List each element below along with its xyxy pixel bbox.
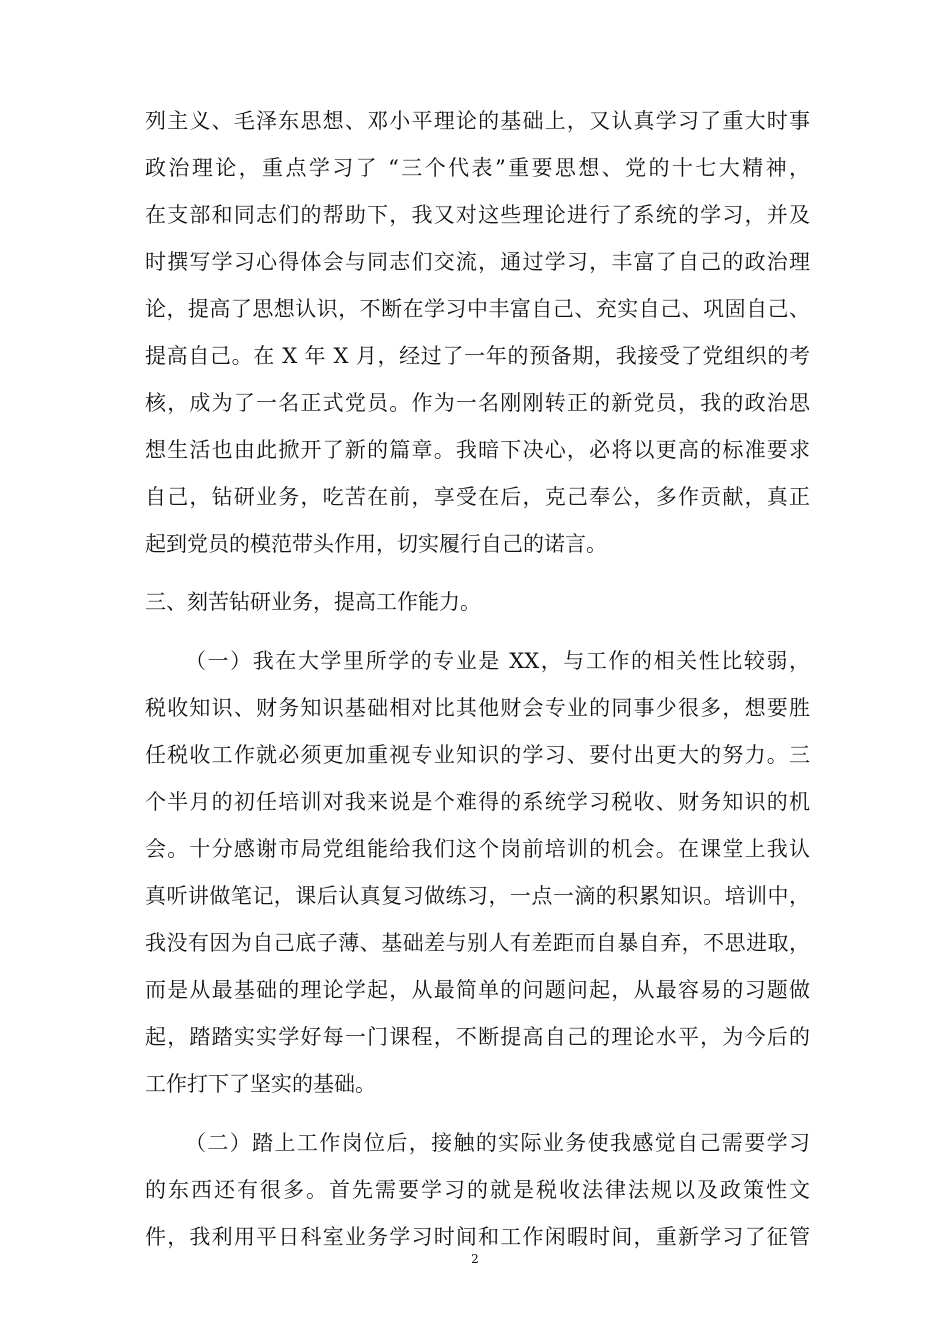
paragraph-line: 税收知识、财务知识基础相对比其他财会专业的同事少很多，想要胜	[145, 696, 810, 720]
paragraph-line: 工作打下了坚实的基础。	[145, 1072, 376, 1096]
paragraph-line: 任税收工作就必须更加重视专业知识的学习、要付出更大的努力。三	[145, 743, 810, 767]
paragraph-line: 而是从最基础的理论学起，从最简单的问题问起，从最容易的习题做	[145, 978, 810, 1002]
section-heading: 三、刻苦钻研业务，提高工作能力。	[145, 590, 481, 614]
paragraph-line: 时撰写学习心得体会与同志们交流，通过学习，丰富了自己的政治理	[145, 250, 810, 274]
paragraph-line: （二）踏上工作岗位后，接触的实际业务使我感觉自己需要学习	[185, 1131, 810, 1155]
page-number: 2	[471, 1252, 479, 1266]
paragraph-line: 会。十分感谢市局党组能给我们这个岗前培训的机会。在课堂上我认	[145, 837, 810, 861]
paragraph-line: 起到党员的模范带头作用，切实履行自己的诺言。	[145, 532, 607, 556]
paragraph-line: 想生活也由此掀开了新的篇章。我暗下决心，必将以更高的标准要求	[145, 438, 810, 462]
paragraph-line: 列主义、毛泽东思想、邓小平理论的基础上，又认真学习了重大时事	[145, 109, 810, 133]
paragraph-line: 自己，钻研业务，吃苦在前，享受在后，克己奉公，多作贡献，真正	[145, 485, 810, 509]
paragraph-line: 论，提高了思想认识，不断在学习中丰富自己、充实自己、巩固自己、	[145, 297, 810, 321]
paragraph-line: 起，踏踏实实学好每一门课程，不断提高自己的理论水平，为今后的	[145, 1025, 810, 1049]
paragraph-line: （一）我在大学里所学的专业是 XX，与工作的相关性比较弱，	[185, 649, 810, 673]
paragraph-line: 核，成为了一名正式党员。作为一名刚刚转正的新党员，我的政治思	[145, 391, 810, 415]
paragraph-line: 在支部和同志们的帮助下，我又对这些理论进行了系统的学习，并及	[145, 203, 810, 227]
paragraph-line: 个半月的初任培训对我来说是个难得的系统学习税收、财务知识的机	[145, 790, 810, 814]
paragraph-line: 我没有因为自己底子薄、基础差与别人有差距而自暴自弃，不思进取，	[145, 931, 810, 955]
paragraph-line: 真听讲做笔记，课后认真复习做练习，一点一滴的积累知识。培训中，	[145, 884, 810, 908]
paragraph-line: 的东西还有很多。首先需要学习的就是税收法律法规以及政策性文	[145, 1178, 810, 1202]
paragraph-line: 提高自己。在 X 年 X 月，经过了一年的预备期，我接受了党组织的考	[145, 344, 810, 368]
paragraph-line: 政治理论，重点学习了 “三个代表”重要思想、党的十七大精神，	[145, 156, 810, 180]
paragraph-line: 件，我利用平日科室业务学习时间和工作闲暇时间，重新学习了征管	[145, 1225, 810, 1249]
